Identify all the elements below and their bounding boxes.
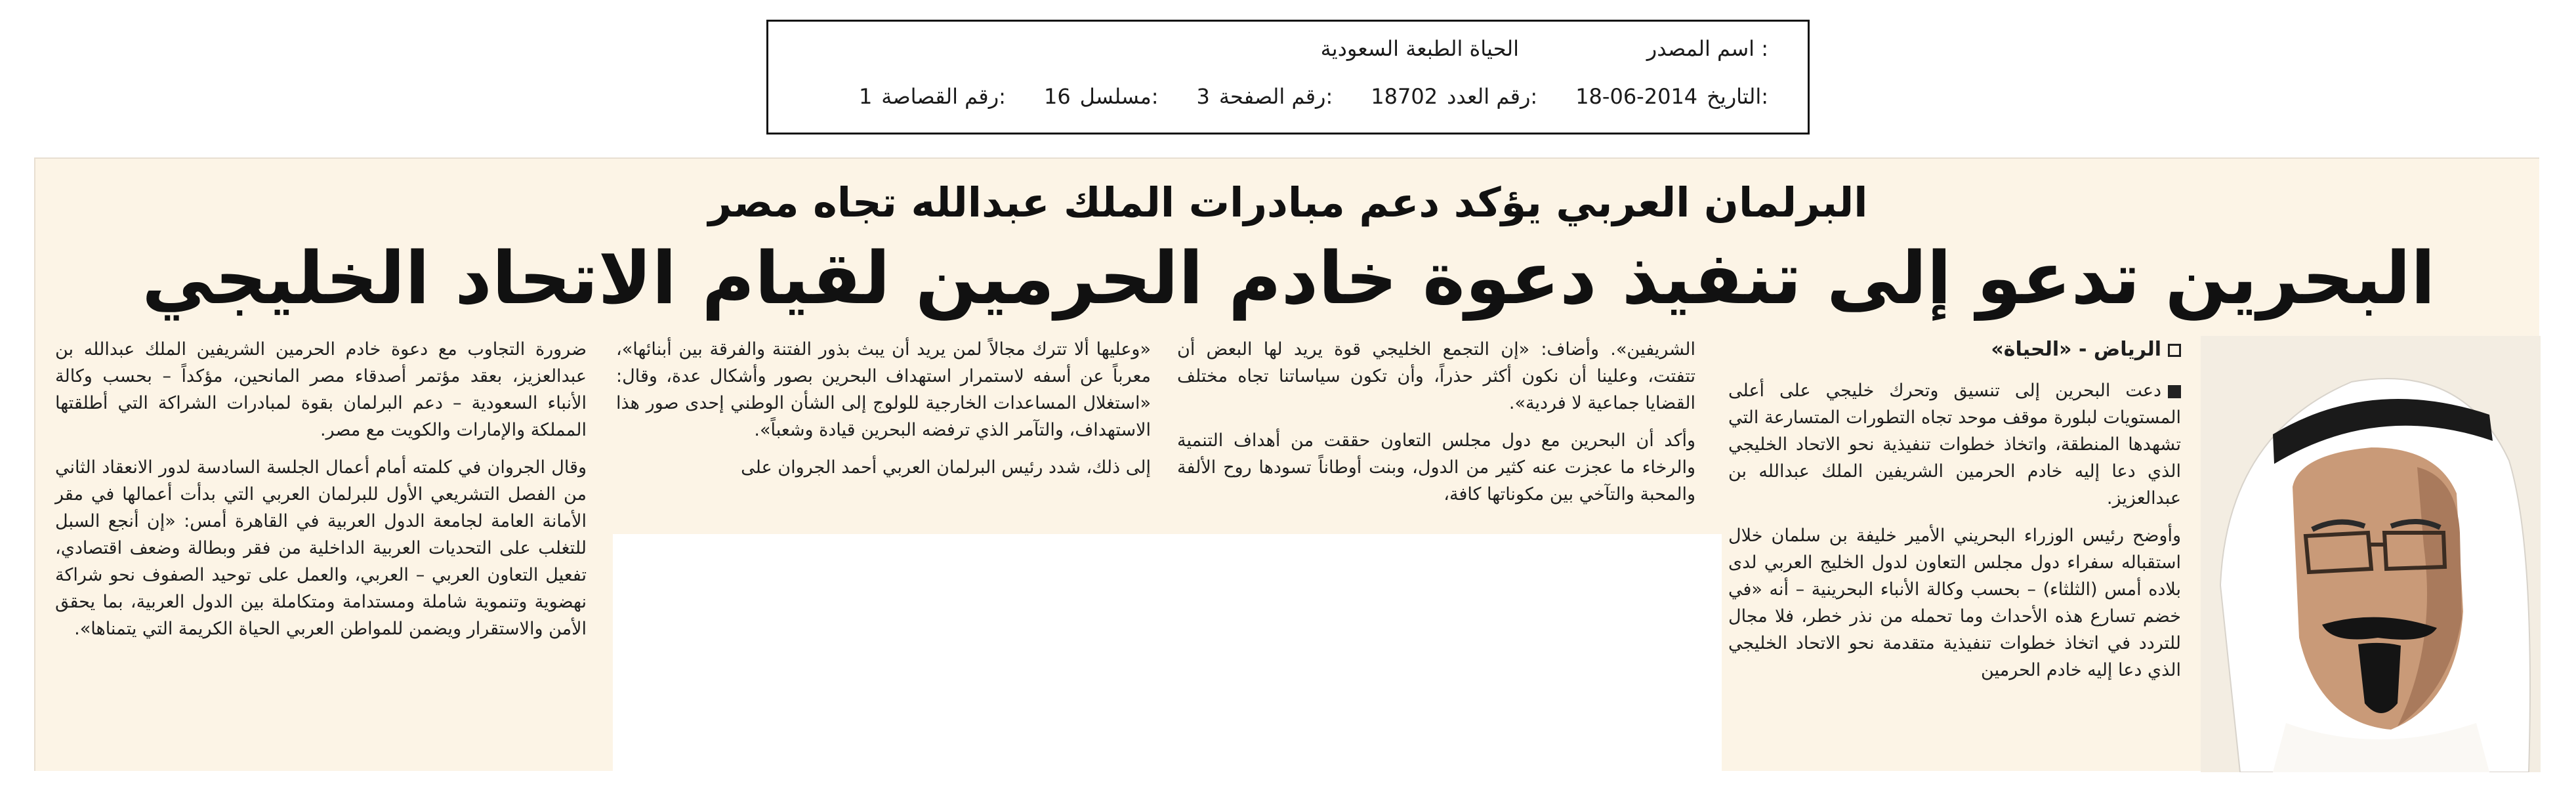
square-marker-icon bbox=[2168, 344, 2181, 357]
paragraph: وأكد أن البحرين مع دول مجلس التعاون حققت من أهداف التنمية والرخاء ما عجزت عنه كثير من الدول، وبنت أوطاناً تسودها روح الألفة والمحبة والتآخي بين مكوناتها كافة، bbox=[1177, 430, 1695, 505]
serial-field bbox=[1044, 84, 1159, 109]
issue-field bbox=[1371, 84, 1537, 109]
bullet-square-icon bbox=[2168, 385, 2181, 398]
paragraph: «وعليها ألا تترك مجالاً لمن يريد أن يبث بذور الفتنة والفرقة بين أبنائها»، معرباً عن أسفه لاستمرار استهداف البحرين بصور وأشكال عدة، وقال: «استغلال المساعدات الخارجية للولوج إلى الشأن الوطني إحدى صور هذا الاستهداف، والتآمر الذي ترفضه البحرين قيادة وشعباً». bbox=[616, 339, 1151, 440]
article-byline bbox=[1728, 336, 2181, 363]
photo-placeholder bbox=[613, 534, 1722, 772]
source-info-box bbox=[766, 20, 1810, 134]
serial-value: 16 bbox=[1043, 84, 1071, 109]
source-label: اسم المصدر : bbox=[1646, 36, 1768, 61]
issue-value: 18702 bbox=[1371, 84, 1438, 109]
clip-value: 1 bbox=[858, 84, 873, 109]
issue-info-row bbox=[859, 84, 1768, 109]
article-kicker: البرلمان العربي يؤكد دعم مبادرات الملك عبدالله تجاه مصر bbox=[708, 178, 1868, 226]
newspaper-clipping bbox=[34, 157, 2539, 771]
date-value: 18-06-2014 bbox=[1575, 84, 1698, 109]
article-column-1 bbox=[1728, 336, 2181, 694]
article-column-2 bbox=[1177, 336, 1695, 518]
serial-label: مسلسل: bbox=[1079, 84, 1159, 109]
date-label: التاريخ: bbox=[1707, 84, 1768, 109]
paragraph-text: دعت البحرين إلى تنسيق وتحرك خليجي على أعلى المستويات لبلورة موقف موحد تجاه التطورات المتسارعة التي تشهدها المنطقة، واتخاذ خطوات تنفيذية نحو الاتحاد الخليجي الذي دعا إليه خادم الحرمين الشريفين الملك عبدالله بن عبدالعزيز. bbox=[1728, 381, 2181, 508]
page-label: رقم الصفحة: bbox=[1218, 84, 1333, 109]
clip-label: رقم القصاصة: bbox=[881, 84, 1006, 109]
issue-label: رقم العدد: bbox=[1447, 84, 1538, 109]
article-headline: البحرين تدعو إلى تنفيذ دعوة خادم الحرمين لقيام الاتحاد الخليجي bbox=[142, 236, 2436, 320]
byline-text: الرياض - «الحياة» bbox=[1991, 338, 2161, 361]
paragraph: وأوضح رئيس الوزراء البحريني الأمير خليفة بن سلمان خلال استقباله سفراء دول مجلس التعاون لدول الخليج العربي لدى بلاده أمس (الثلثاء) – بحسب وكالة الأنباء البحرينية – أنه «في خضم تسارع هذه الأحداث وما تحمله من نذر خطر، فلا مجال للتردد في اتخاذ خطوات تنفيذية متقدمة نحو الاتحاد الخليجي الذي دعا إليه خادم الحرمين bbox=[1728, 526, 2181, 680]
paragraph: وقال الجروان في كلمته أمام أعمال الجلسة السادسة لدور الانعقاد الثاني من الفصل التشريعي الأول للبرلمان العربي التي بدأت أعمالها في مقر الأمانة العامة لجامعة الدول العربية في القاهرة أمس: «إن أنجع السبل للتغلب على التحديات العربية الداخلية من فقر وبطالة وضعف اقتصادي، تفعيل التعاون العربي – العربي، والعمل على توحيد الصفوف نحو شراكة نهضوية وتنموية شاملة ومستدامة ومتكاملة بين الدول العربية، بما يحقق الأمن والاستقرار ويضمن للمواطن العربي الحياة الكريمة التي يتمناها». bbox=[55, 457, 587, 639]
source-value: الحياة الطبعة السعودية bbox=[1320, 36, 1519, 61]
portrait-photo bbox=[2201, 336, 2541, 772]
paragraph: الشريفين». وأضاف: «إن التجمع الخليجي قوة يريد لها البعض أن تتفتت، وعلينا أن نكون أكثر حذراً، وأن تكون سياساتنا تجاه مختلف القضايا جماعية لا فردية». bbox=[1177, 339, 1695, 413]
paragraph: إلى ذلك، شدد رئيس البرلمان العربي أحمد الجروان على bbox=[741, 457, 1151, 478]
source-row bbox=[1321, 36, 1768, 61]
paragraph: ضرورة التجاوب مع دعوة خادم الحرمين الشريفين الملك عبدالله بن عبدالعزيز، بعقد مؤتمر أصدقاء مصر المانحين، مؤكداً – بحسب وكالة الأنباء السعودية – دعم البرلمان بقوة لمبادرات الشراكة التي أطلقتها المملكة والإمارات والكويت مع مصر. bbox=[55, 339, 587, 440]
article-column-3 bbox=[616, 336, 1151, 491]
article-column-4 bbox=[55, 336, 587, 653]
paragraph bbox=[1728, 377, 2181, 512]
date-field bbox=[1575, 84, 1768, 109]
page-value: 3 bbox=[1196, 84, 1210, 109]
clip-field bbox=[859, 84, 1006, 109]
page-field bbox=[1197, 84, 1333, 109]
